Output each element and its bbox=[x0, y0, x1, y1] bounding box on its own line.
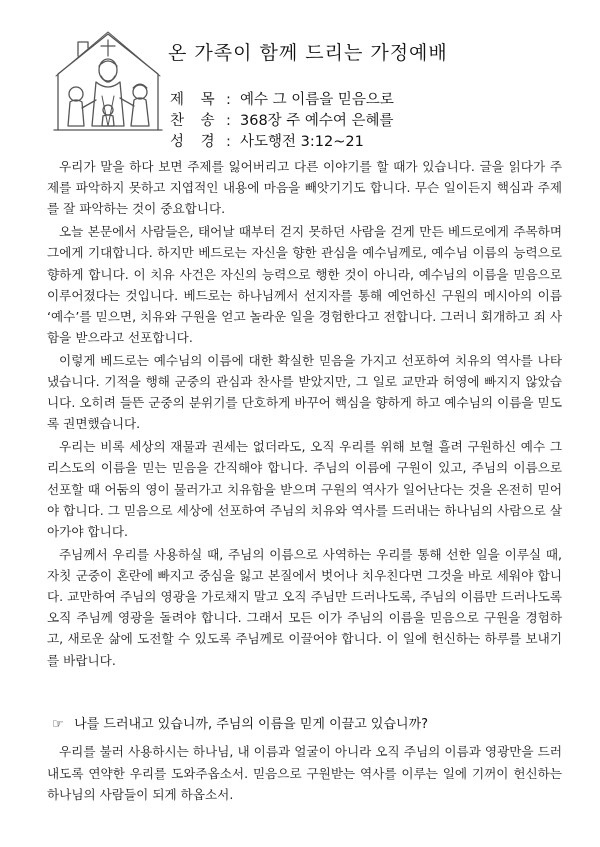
meta-colon: : bbox=[226, 113, 231, 129]
page-title: 온 가족이 함께 드리는 가정예배 bbox=[168, 42, 448, 64]
reflection-question-text: 나를 드러내고 있습니까, 주님의 이름을 믿게 이끌고 있습니까? bbox=[74, 717, 429, 732]
meta-value: 368장 주 예수여 은혜를 bbox=[240, 113, 394, 129]
sermon-paragraph: 우리는 비록 세상의 재물과 권세는 없더라도, 오직 우리를 위해 보혈 흘려 구원하신 예수 그리스도의 이름을 믿는 믿음을 간직해야 합니다. 주님의 이름에 구원이 있고, 주님의 이름으로 선포할 때 어둠의 영이 물러가고 치유함을 받으며 구원의 역사가 일어난다는 것을 온전히 믿어야 합니다. 그 믿음으로 세상에 선포하여 주님의 치유와 역사를 드러내는 하나님의 사람으로 살아가야 합니다. bbox=[47, 439, 562, 539]
sermon-paragraph: 오늘 본문에서 사람들은, 태어날 때부터 걷지 못하던 사람을 걷게 만든 베드로에게 주목하며 그에게 기대합니다. 하지만 베드로는 자신을 향한 관심을 예수님께로, 예수님 이름의 능력으로 향하게 합니다. 이 치유 사건은 자신의 능력으로 행한 것이 아니라, 예수님의 이름을 믿음으로 이루어졌다는 것입니다. 베드로는 하나님께서 선지자를 통해 예언하신 구원의 메시아의 이름 ‘예수’를 믿으면, 치유와 구원을 얻고 놀라운 일을 경험한다고 전합니다. 그러니 회개하고 죄 사함을 받으라고 선포합니다. bbox=[47, 224, 562, 346]
prayer-text: 우리를 불러 사용하시는 하나님, 내 이름과 얼굴이 아니라 오직 주님의 이름과 영광만을 드러내도록 연약한 우리를 도와주옵소서. 믿음으로 구원받는 역사를 이루는 일에 기꺼이 헌신하는 하나님의 사람들이 되게 하옵소서. bbox=[47, 744, 562, 802]
reflection-question bbox=[52, 713, 428, 732]
family-worship-house-illustration bbox=[52, 26, 164, 136]
meta-colon: : bbox=[226, 92, 231, 108]
service-details bbox=[170, 88, 394, 151]
sermon-paragraph: 이렇게 베드로는 예수님의 이름에 대한 확실한 믿음을 가지고 선포하여 치유의 역사를 나타냈습니다. 기적을 행해 군중의 관심과 찬사를 받았지만, 그 일로 교만과 허영에 빠지지 않았습니다. 오히려 들뜬 군중의 분위기를 단호하게 바꾸어 핵심을 향하게 하고 예수님의 이름을 믿도록 권면했습니다. bbox=[47, 352, 562, 432]
meta-row-hymn bbox=[170, 109, 394, 130]
meta-label: 성 경 bbox=[170, 134, 221, 150]
meta-label: 제 목 bbox=[170, 92, 221, 108]
meta-label: 찬 송 bbox=[170, 113, 221, 129]
meta-colon: : bbox=[226, 134, 231, 150]
sermon-paragraph: 주님께서 우리를 사용하실 때, 주님의 이름으로 사역하는 우리를 통해 선한 일을 이루실 때, 자칫 군중이 혼란에 빠지고 중심을 잃고 본질에서 벗어나 치우친다면 그것을 바로 세워야 합니다. 교만하여 주님의 영광을 가로채지 말고 오직 주님만 드러나도록, 주님의 이름만 드러나도록 오직 주님께 영광을 돌려야 합니다. 그래서 모든 이가 주님의 이름을 믿음으로 구원을 경험하고, 새로운 삶에 도전할 수 있도록 주님께로 이끌어야 합니다. 이 일에 헌신하는 하루를 보내기를 바랍니다. bbox=[47, 546, 562, 668]
meta-value: 사도행전 3:12~21 bbox=[240, 134, 364, 150]
meta-value: 예수 그 이름을 믿음으로 bbox=[240, 92, 394, 108]
meta-row-scripture bbox=[170, 130, 394, 151]
sermon-paragraph: 우리가 말을 하다 보면 주제를 잃어버리고 다른 이야기를 할 때가 있습니다. 글을 읽다가 주제를 파악하지 못하고 지엽적인 내용에 마음을 빼앗기기도 합니다. 무슨 일이든지 핵심과 주제를 잘 파악하는 것이 중요합니다. bbox=[47, 159, 562, 217]
sermon-body bbox=[47, 156, 562, 672]
closing-prayer bbox=[47, 741, 562, 806]
pointing-hand-icon: ☞ bbox=[52, 717, 64, 732]
meta-row-subject bbox=[170, 88, 394, 109]
